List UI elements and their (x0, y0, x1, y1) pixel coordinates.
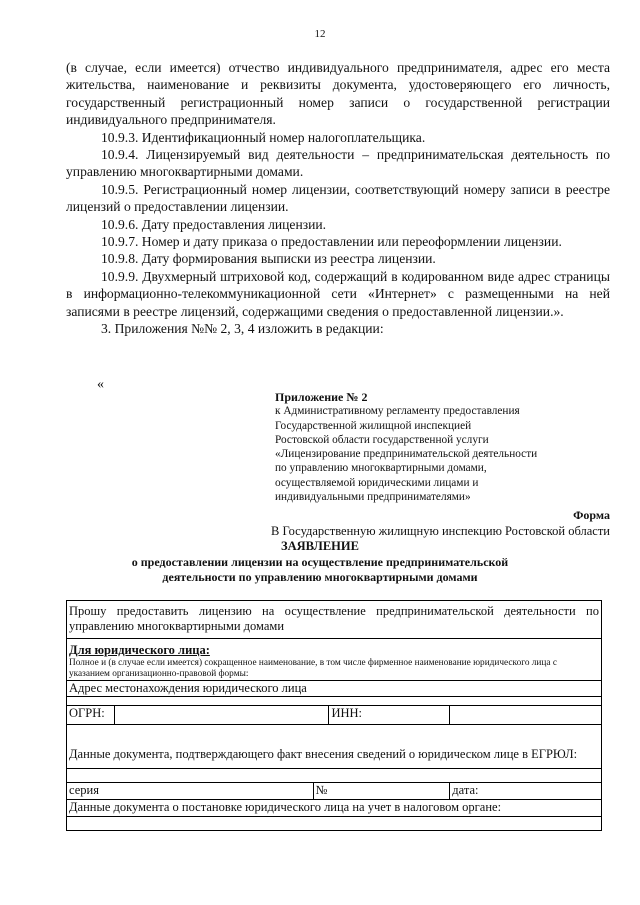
paragraph-10-9-6: 10.9.6. Дату предоставления лицензии. (101, 216, 327, 232)
ogrn-label: ОГРН: (67, 706, 115, 725)
paragraph-ip-details: (в случае, если имеется) отчество индивидуального предпринимателя, адрес его места жительства, наименование и реквизиты документа, удостоверяющего его личность, государственный регистрационный номер записи о государственной регистрации индивидуального предпринимателя. (66, 60, 610, 128)
appendix-line: по управлению многоквартирными домами, (275, 462, 487, 475)
application-form-table (66, 600, 602, 831)
statement-subtitle: деятельности по управлению многоквартирными домами (162, 570, 478, 584)
statement-subtitle: о предоставлении лицензии на осуществление предпринимательской (131, 555, 509, 569)
paragraph-10-9-3: 10.9.3. Идентификационный номер налогоплательщика. (101, 129, 426, 145)
tax-doc-label: Данные документа о постановке юридического лица на учет в налоговом органе: (67, 800, 602, 817)
appendix-line: Ростовской области государственной услуги (275, 433, 489, 446)
blank-row (67, 817, 602, 831)
paragraph-10-9-4: 10.9.4. Лицензируемый вид деятельности – предпринимательская деятельность по управлению многоквартирными домами. (66, 147, 610, 180)
appendix-line: Государственной жилищной инспекцией (275, 419, 472, 432)
appendix-header (275, 390, 615, 504)
appendix-line: к Административному регламенту предоставления (275, 405, 520, 418)
form-label: Форма (573, 508, 610, 522)
full-name-hint: Полное и (в случае если имеется) сокращенное наименование, в том числе фирменное наименование юридического лица с указанием организационно-правовой формы: (69, 658, 557, 679)
address-field[interactable]: Адрес местонахождения юридического лица (67, 681, 602, 697)
opening-quote: « (97, 377, 104, 392)
inn-value-field[interactable] (450, 706, 602, 725)
appendix-line: «Лицензирование предпринимательской деятельности (275, 448, 538, 461)
request-cell: Прошу предоставить лицензию на осуществление предпринимательской деятельности по управлению многоквартирными домами (67, 601, 602, 639)
paragraph-10-9-8: 10.9.8. Дату формирования выписки из реестра лицензии. (101, 251, 436, 267)
legal-entity-cell (67, 639, 602, 681)
appendix-line: индивидуальными предпринимателями» (275, 491, 471, 504)
statement-title: ЗАЯВЛЕНИЕ (281, 539, 359, 553)
blank-row (67, 769, 602, 783)
blank-row (67, 697, 602, 706)
appendix-title: Приложение № 2 (275, 390, 368, 404)
body-text (66, 59, 610, 338)
series-field[interactable]: серия (67, 783, 314, 800)
paragraph-appendices: 3. Приложения №№ 2, 3, 4 изложить в редакции: (101, 321, 384, 337)
egrul-doc-label: Данные документа, подтверждающего факт внесения сведений о юридическом лице в ЕГРЮЛ: (67, 725, 602, 769)
number-field[interactable]: № (313, 783, 450, 800)
ogrn-value-field[interactable] (114, 706, 328, 725)
date-field[interactable]: дата: (450, 783, 602, 800)
page-number: 12 (314, 28, 326, 40)
appendix-line: осуществляемой юридическими лицами и (275, 476, 479, 489)
inn-label: ИНН: (329, 706, 450, 725)
paragraph-10-9-9: 10.9.9. Двухмерный штриховой код, содержащий в кодированном виде адрес страницы в информационно-телекоммуникационной сети «Интернет» с размещенными на ней записями в реестре лицензий, содержащими сведения о предоставленной лицензии.». (66, 268, 610, 319)
addressee: В Государственную жилищную инспекцию Ростовской области (271, 524, 610, 538)
paragraph-10-9-7: 10.9.7. Номер и дату приказа о предоставлении или переоформлении лицензии. (101, 234, 562, 250)
legal-entity-heading: Для юридического лица: (69, 643, 210, 657)
paragraph-10-9-5: 10.9.5. Регистрационный номер лицензии, соответствующий номеру записи в реестре лицензий о предоставлении лицензии. (66, 181, 610, 215)
